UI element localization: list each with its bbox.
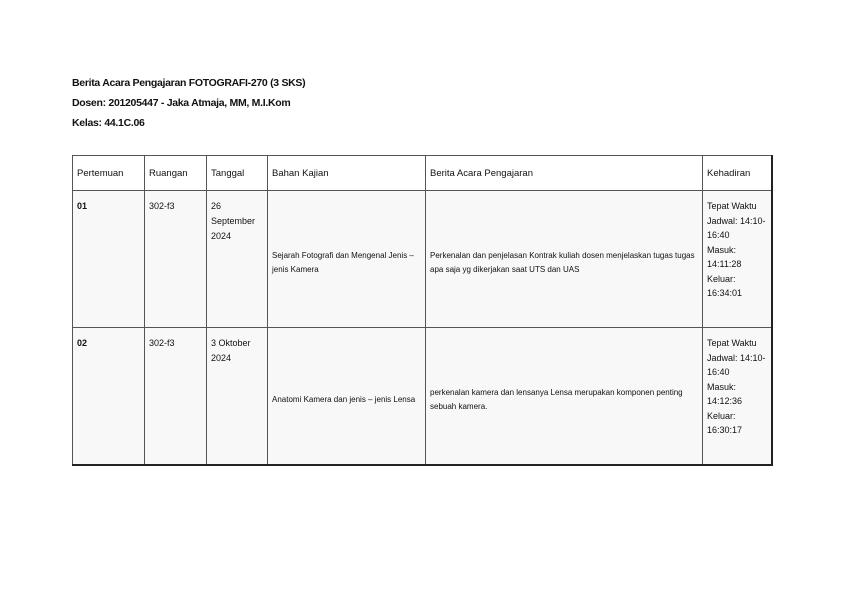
course-title: Berita Acara Pengajaran FOTOGRAFI-270 (3 SKS) xyxy=(72,77,306,89)
attendance-out: Keluar: 16:34:01 xyxy=(707,273,743,298)
lecturer-line: Dosen: 201205447 - Jaka Atmaja, MM, M.I.Kom xyxy=(72,97,291,109)
date-cell: 3 Oktober 2024 xyxy=(207,328,268,465)
class-line: Kelas: 44.1C.06 xyxy=(72,117,145,129)
table-row xyxy=(73,191,772,328)
date-cell: 26 September 2024 xyxy=(207,191,268,328)
table-row xyxy=(73,328,772,465)
room-cell: 302-f3 xyxy=(145,191,207,328)
attendance-schedule: Jadwal: 14:10-16:40 xyxy=(707,352,766,377)
attendance-in: Masuk: 14:12:36 xyxy=(707,381,743,406)
topic-cell: Sejarah Fotografi dan Mengenal Jenis – jenis Kamera xyxy=(268,191,426,328)
attendance-schedule: Jadwal: 14:10-16:40 xyxy=(707,215,766,240)
document-header xyxy=(72,76,305,136)
meeting-number: 01 xyxy=(73,191,145,328)
report-cell: Perkenalan dan penjelasan Kontrak kuliah dosen menjelaskan tugas tugas apa saja yg dikerjakan saat UTS dan UAS xyxy=(426,191,703,328)
meeting-number: 02 xyxy=(73,328,145,465)
teaching-report-table xyxy=(72,155,773,466)
attendance-status: Tepat Waktu xyxy=(707,338,757,348)
attendance-status: Tepat Waktu xyxy=(707,201,757,211)
report-cell: perkenalan kamera dan lensanya Lensa merupakan komponen penting sebuah kamera. xyxy=(426,328,703,465)
attendance-cell xyxy=(703,328,772,465)
col-header-date: Tanggal xyxy=(207,156,268,191)
room-cell: 302-f3 xyxy=(145,328,207,465)
col-header-meeting: Pertemuan xyxy=(73,156,145,191)
attendance-out: Keluar: 16:30:17 xyxy=(707,410,743,435)
attendance-in: Masuk: 14:11:28 xyxy=(707,244,742,269)
col-header-report: Berita Acara Pengajaran xyxy=(426,156,703,191)
col-header-room: Ruangan xyxy=(145,156,207,191)
col-header-topic: Bahan Kajian xyxy=(268,156,426,191)
attendance-cell xyxy=(703,191,772,328)
col-header-attendance: Kehadiran xyxy=(703,156,772,191)
topic-cell: Anatomi Kamera dan jenis – jenis Lensa xyxy=(268,328,426,465)
table-header-row xyxy=(73,156,772,191)
